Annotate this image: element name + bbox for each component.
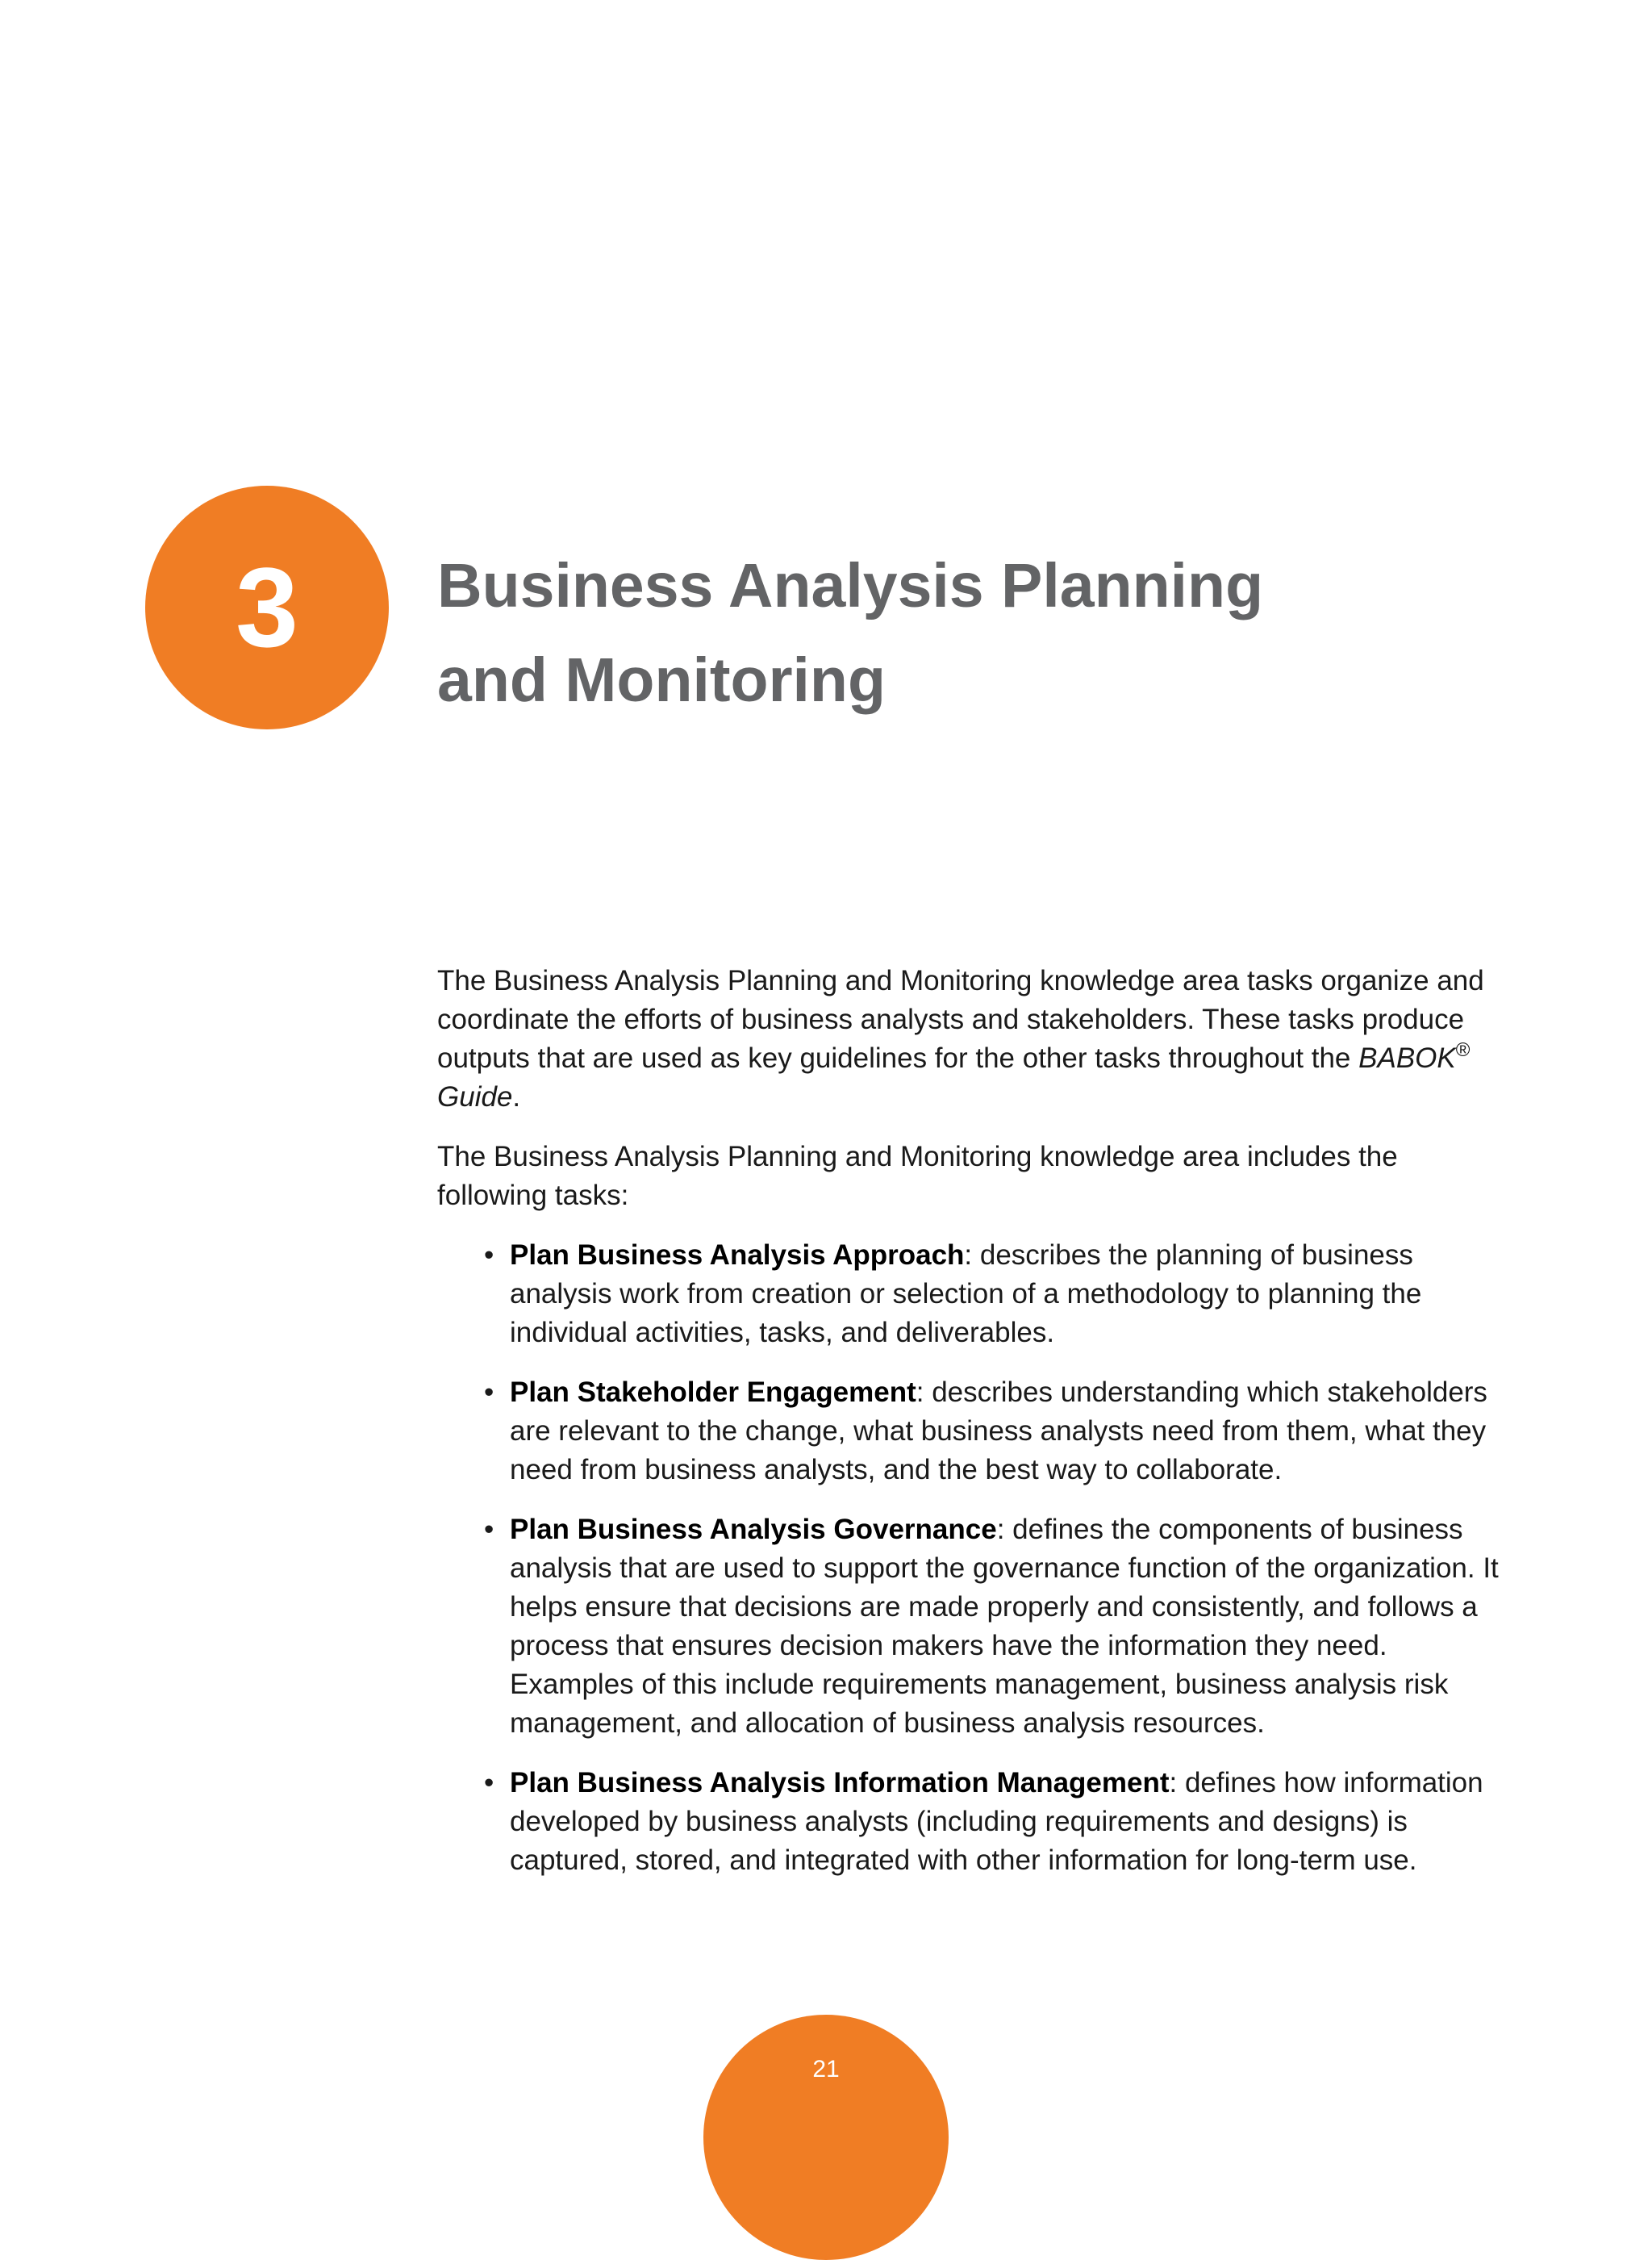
chapter-number-badge <box>145 486 389 729</box>
bullet: • <box>484 1376 494 1408</box>
task-list <box>437 1236 1510 1880</box>
bullet: • <box>484 1239 494 1271</box>
bullet: • <box>484 1514 494 1545</box>
task-description: : describes the planning of business analysis work from creation or selection of a methodology to planning the individual activities, tasks, and deliverables. <box>510 1239 1422 1348</box>
babok-name: BABOK <box>1358 1042 1456 1074</box>
chapter-intro-body <box>437 962 1510 1901</box>
task-description: : defines the components of business analysis that are used to support the governance function of the organization. It helps ensure that decisions are made properly and consistently, and follows a process that ensures decision makers have the information they need. Examples of this include requirements management, business analysis risk management, and allocation of business analysis resources. <box>510 1514 1499 1739</box>
task-name: Plan Stakeholder Engagement <box>510 1376 916 1408</box>
intro-paragraph-1 <box>437 962 1510 1117</box>
chapter-number: 3 <box>236 544 298 670</box>
chapter-title-line-2: and Monitoring <box>437 645 886 715</box>
task-name: Plan Business Analysis Governance <box>510 1514 997 1545</box>
chapter-title <box>437 539 1405 728</box>
intro-paragraph-2: The Business Analysis Planning and Monitoring knowledge area includes the following tasks: <box>437 1141 1398 1211</box>
page-number-badge <box>703 2015 949 2260</box>
guide-word: Guide <box>437 1081 513 1113</box>
bullet: • <box>484 1767 494 1798</box>
task-item-approach <box>484 1236 1510 1352</box>
task-description: : describes understanding which stakeholders are relevant to the change, what business analysts need from them, what they need from business analysts, and the best way to collaborate. <box>510 1376 1487 1485</box>
task-description: : defines how information developed by business analysts (including requirements and designs) is captured, stored, and integrated with other information for long-term use. <box>510 1767 1483 1876</box>
task-name: Plan Business Analysis Information Management <box>510 1767 1170 1798</box>
chapter-title-line-1: Business Analysis Planning <box>437 551 1264 620</box>
task-item-governance <box>484 1510 1510 1743</box>
task-name: Plan Business Analysis Approach <box>510 1239 965 1271</box>
page-number: 21 <box>812 2056 840 2082</box>
intro-paragraph-1-text: The Business Analysis Planning and Monitoring knowledge area tasks organize and coordinate the efforts of business analysts and stakeholders. These tasks produce outputs that are used as key guidelines for the other tasks throughout the <box>437 965 1484 1074</box>
registered-mark: ® <box>1455 1039 1471 1061</box>
task-item-stakeholder-engagement <box>484 1373 1510 1489</box>
intro-paragraph-1-end: . <box>512 1081 521 1113</box>
task-item-information-management <box>484 1764 1510 1880</box>
